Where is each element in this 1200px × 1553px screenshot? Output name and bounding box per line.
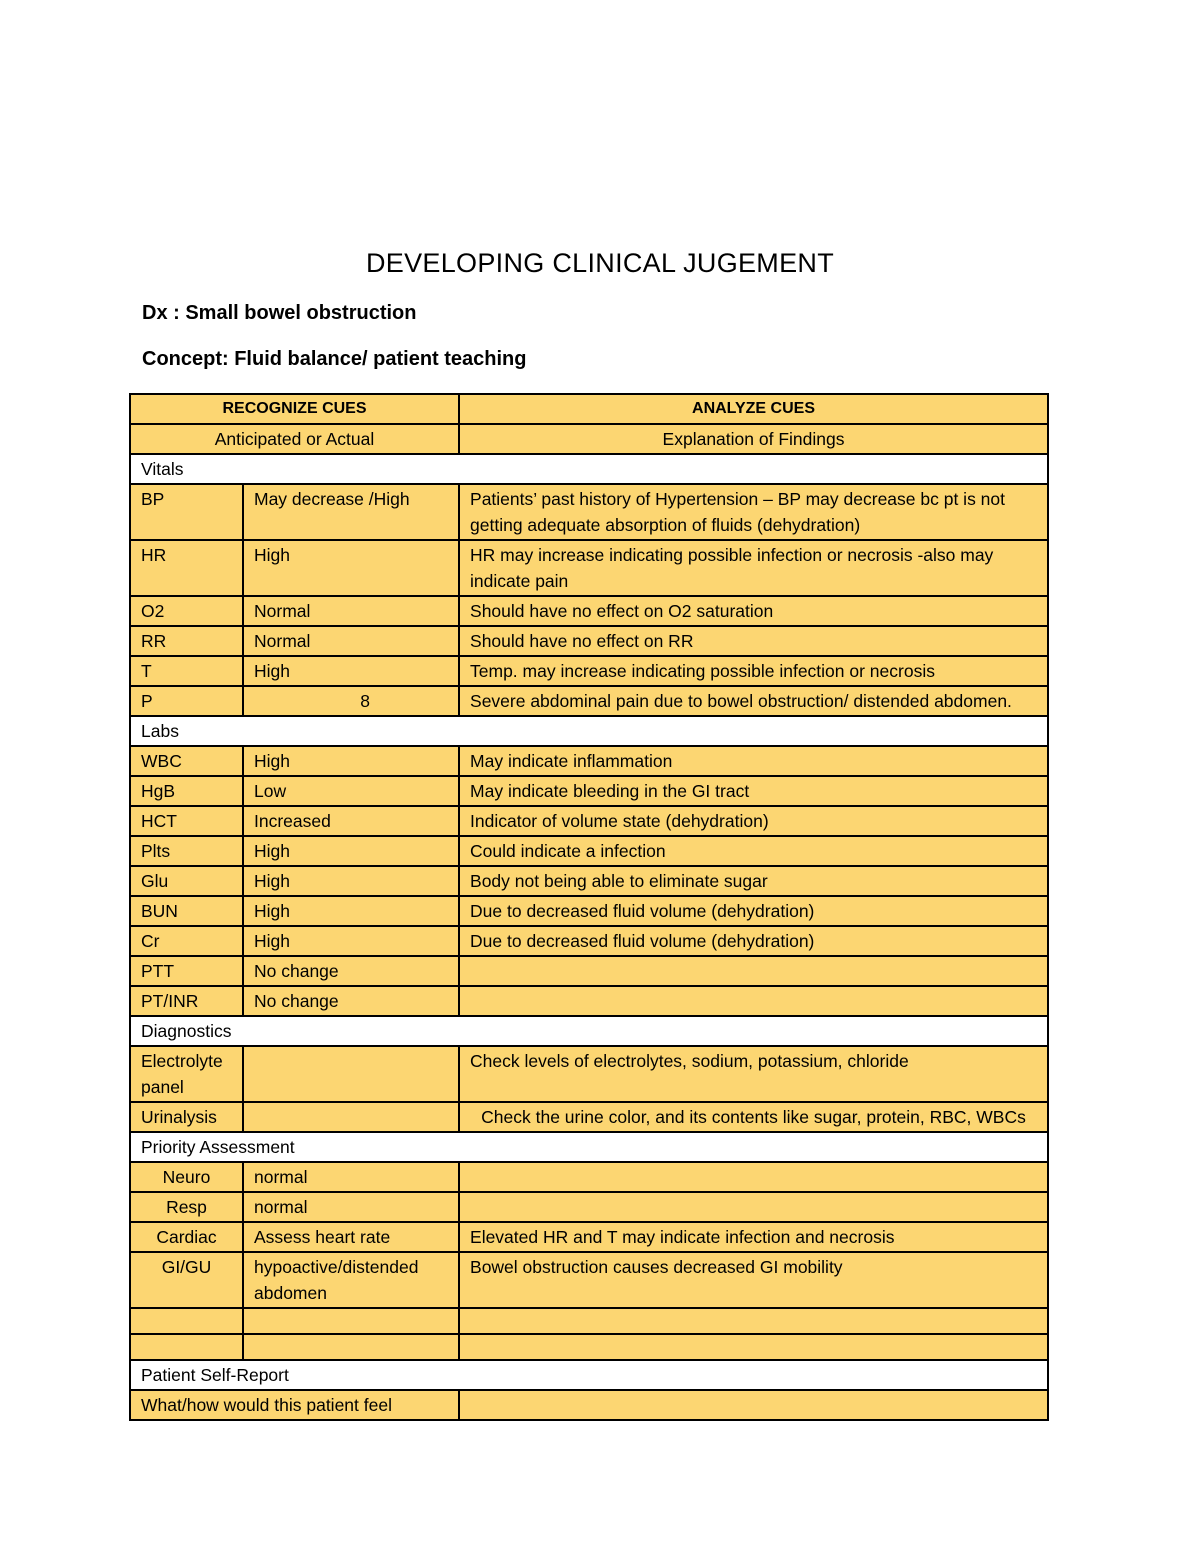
row-label: Glu [130,866,243,896]
row-label: Cardiac [130,1222,243,1252]
row-explanation: Body not being able to eliminate sugar [459,866,1048,896]
row-label: T [130,656,243,686]
section-self-report: Patient Self-Report [130,1360,1048,1390]
table-row [130,1252,1048,1308]
row-label: HgB [130,776,243,806]
row-explanation: Due to decreased fluid volume (dehydration) [459,896,1048,926]
table-row [130,1222,1048,1252]
row-value: Normal [243,626,459,656]
table-row [130,866,1048,896]
header-analyze-cues: ANALYZE CUES [459,394,1048,424]
section-priority-assessment: Priority Assessment [130,1132,1048,1162]
table-row [130,626,1048,656]
header-row [130,394,1048,424]
table-row [130,986,1048,1016]
row-explanation [459,956,1048,986]
row-label: BP [130,484,243,540]
diagnosis-line: Dx : Small bowel obstruction [142,302,417,324]
table-row [130,1102,1048,1132]
table-row [130,596,1048,626]
row-value [243,1308,459,1334]
page-title: DEVELOPING CLINICAL JUGEMENT [366,248,834,278]
row-explanation [459,1308,1048,1334]
row-value: normal [243,1162,459,1192]
row-value: High [243,866,459,896]
row-explanation: Patients’ past history of Hypertension – BP may decrease bc pt is not getting adequate absorption of fluids (dehydration) [459,484,1048,540]
row-value: May decrease /High [243,484,459,540]
row-value: Normal [243,596,459,626]
table-row [130,1192,1048,1222]
row-label: O2 [130,596,243,626]
row-label [130,1334,243,1360]
row-value: High [243,656,459,686]
row-label: PTT [130,956,243,986]
row-value: hypoactive/distended abdomen [243,1252,459,1308]
row-label: Plts [130,836,243,866]
row-label: WBC [130,746,243,776]
row-label: PT/INR [130,986,243,1016]
row-explanation: HR may increase indicating possible infection or necrosis -also may indicate pain [459,540,1048,596]
row-label: Urinalysis [130,1102,243,1132]
row-explanation: Check levels of electrolytes, sodium, potassium, chloride [459,1046,1048,1102]
row-value [243,1046,459,1102]
row-explanation: Temp. may increase indicating possible infection or necrosis [459,656,1048,686]
row-explanation: Indicator of volume state (dehydration) [459,806,1048,836]
row-explanation [459,1162,1048,1192]
table-row [130,956,1048,986]
self-report-label: What/how would this patient feel [130,1390,459,1420]
row-value: High [243,926,459,956]
row-value: 8 [243,686,459,716]
row-label: BUN [130,896,243,926]
row-explanation [459,1334,1048,1360]
table-row [130,926,1048,956]
row-explanation: Should have no effect on RR [459,626,1048,656]
row-label: Neuro [130,1162,243,1192]
header-recognize-cues: RECOGNIZE CUES [130,394,459,424]
row-value: Assess heart rate [243,1222,459,1252]
row-explanation: Elevated HR and T may indicate infection and necrosis [459,1222,1048,1252]
row-explanation: Severe abdominal pain due to bowel obstruction/ distended abdomen. [459,686,1048,716]
row-value: High [243,836,459,866]
table-row [130,484,1048,540]
row-explanation [459,986,1048,1016]
row-explanation: Should have no effect on O2 saturation [459,596,1048,626]
row-label: HR [130,540,243,596]
row-explanation: Check the urine color, and its contents like sugar, protein, RBC, WBCs [459,1102,1048,1132]
section-vitals: Vitals [130,454,1048,484]
clinical-judgement-table [129,393,1049,1421]
row-explanation: May indicate inflammation [459,746,1048,776]
row-value [243,1102,459,1132]
row-value: High [243,540,459,596]
section-labs: Labs [130,716,1048,746]
table-row [130,1334,1048,1360]
row-explanation: Due to decreased fluid volume (dehydration) [459,926,1048,956]
row-value: No change [243,956,459,986]
subheader-anticipated: Anticipated or Actual [130,424,459,454]
row-label: RR [130,626,243,656]
table-row [130,656,1048,686]
table-row [130,1390,1048,1420]
table-row [130,1162,1048,1192]
row-value: normal [243,1192,459,1222]
row-value [243,1334,459,1360]
row-label: HCT [130,806,243,836]
table-row [130,806,1048,836]
concept-line: Concept: Fluid balance/ patient teaching [142,348,527,370]
self-report-explanation [459,1390,1048,1420]
row-label [130,1308,243,1334]
row-value: Increased [243,806,459,836]
table-row [130,686,1048,716]
table-row [130,896,1048,926]
table-row [130,1308,1048,1334]
row-label: Cr [130,926,243,956]
subheader-explanation: Explanation of Findings [459,424,1048,454]
table-row [130,540,1048,596]
row-label: Resp [130,1192,243,1222]
section-diagnostics: Diagnostics [130,1016,1048,1046]
row-label: P [130,686,243,716]
row-label: GI/GU [130,1252,243,1308]
subheader-row [130,424,1048,454]
row-explanation: Bowel obstruction causes decreased GI mobility [459,1252,1048,1308]
row-explanation: May indicate bleeding in the GI tract [459,776,1048,806]
row-value: High [243,896,459,926]
row-label: Electrolyte panel [130,1046,243,1102]
table-row [130,836,1048,866]
table-row [130,746,1048,776]
row-value: No change [243,986,459,1016]
row-explanation: Could indicate a infection [459,836,1048,866]
table-row [130,1046,1048,1102]
row-explanation [459,1192,1048,1222]
row-value: High [243,746,459,776]
row-value: Low [243,776,459,806]
table-row [130,776,1048,806]
